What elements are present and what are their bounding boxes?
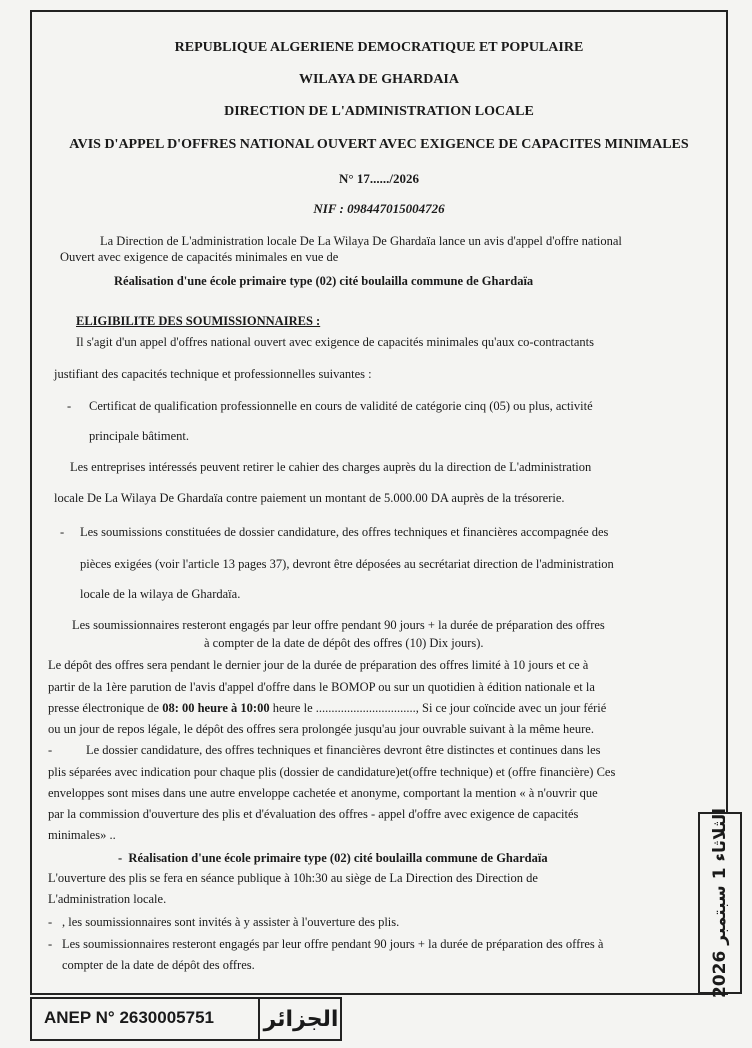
intro-line-2: Ouvert avec exigence de capacités minimales en vue de bbox=[60, 250, 339, 264]
envelope-line-5: minimales» .. bbox=[48, 828, 116, 842]
final-commitment-2: compter de la date de dépôt des offres. bbox=[62, 958, 255, 972]
eligibility-p4: locale De La Wilaya De Ghardaïa contre paiement un montant de 5.000.00 DA auprès de la trésorerie. bbox=[54, 491, 565, 505]
envelope-line-1: Le dossier candidature, des offres techniques et financières devront être distinctes et continues dans les bbox=[86, 743, 601, 757]
project-title: Réalisation d'une école primaire type (02) cité boulailla commune de Ghardaïa bbox=[114, 274, 534, 288]
header-direction: DIRECTION DE L'ADMINISTRATION LOCALE bbox=[224, 104, 534, 119]
eligibility-bullet-2c: locale de la wilaya de Ghardaïa. bbox=[80, 587, 241, 601]
deposit-line-3 bbox=[48, 700, 606, 716]
bullet-dash: - bbox=[48, 743, 53, 757]
eligibility-p3: Les entreprises intéressés peuvent retirer le cahier des charges auprès du la direction de L'administration bbox=[70, 460, 592, 474]
opening-line-2: L'administration locale. bbox=[48, 892, 167, 906]
nif-number: NIF : 098447015004726 bbox=[313, 201, 445, 216]
deposit-line-2: partir de la 1ère parution de l'avis d'appel d'offre dans le BOMOP ou sur un quotidien à édition nationale et la bbox=[48, 680, 595, 694]
envelope-line-3: enveloppes sont mises dans une autre enveloppe cachetée et anonyme, comportant la mention « à n'ouvrir que bbox=[48, 786, 598, 800]
opening-line-1: L'ouverture des plis se fera en séance publique à 10h:30 au siège de La Direction des Direction de bbox=[48, 871, 538, 885]
deposit-line-1: Le dépôt des offres sera pendant le dernier jour de la durée de préparation des offres limité à 10 jours et ce à bbox=[48, 658, 589, 672]
notice-title: AVIS D'APPEL D'OFFRES NATIONAL OUVERT AVEC EXIGENCE DE CAPACITES MINIMALES bbox=[69, 137, 689, 152]
eligibility-bullet-1a: Certificat de qualification professionnelle en cours de validité de catégorie cinq (05) ou plus, activité bbox=[89, 399, 593, 413]
deposit-line-3-c: heure le ................................, Si ce jour coïncide avec un jour férié bbox=[269, 701, 607, 715]
commitment-line-1: Les soumissionnaires resteront engagés par leur offre pendant 90 jours + la durée de préparation des offres bbox=[72, 618, 605, 632]
envelope-line-4: par la commission d'ouverture des plis et d'évaluation des offres - appel d'offre avec exigence de capacités bbox=[48, 807, 579, 821]
deposit-hours: 08: 00 heure à 10:00 bbox=[162, 701, 270, 715]
intro-line-1: La Direction de L'administration locale De La Wilaya De Ghardaïa lance un avis d'appel d'offre national bbox=[100, 234, 622, 248]
header-republic: REPUBLIQUE ALGERIENE DEMOCRATIQUE ET POPULAIRE bbox=[174, 40, 584, 55]
bullet-dash: - bbox=[48, 915, 53, 929]
final-commitment-1: Les soumissionnaires resteront engagés par leur offre pendant 90 jours + la durée de préparation des offres à bbox=[62, 937, 604, 951]
deposit-line-4: ou un jour de repos légale, le dépôt des offres sera prolongée jusqu'au jour ouvrable suivant à la même heure. bbox=[48, 722, 594, 736]
header-wilaya: WILAYA DE GHARDAIA bbox=[298, 72, 459, 87]
notice-number: N° 17....../2026 bbox=[339, 171, 419, 186]
commitment-line-2: à compter de la date de dépôt des offres (10) Dix jours). bbox=[204, 636, 484, 650]
envelope-line-2: plis séparées avec indication pour chaque plis (dossier de candidature)et(offre technique) et (offre financière) Ces bbox=[48, 765, 616, 779]
bullet-dash: - bbox=[48, 937, 53, 951]
eligibility-title: ELIGIBILITE DES SOUMISSIONNAIRES : bbox=[76, 314, 321, 328]
opening-line-3: , les soumissionnaires sont invités à y assister à l'ouverture des plis. bbox=[62, 915, 400, 929]
bullet-dash: - bbox=[60, 525, 65, 539]
eligibility-p2: justifiant des capacités technique et professionnelles suivantes : bbox=[54, 367, 372, 381]
eligibility-bullet-1b: principale bâtiment. bbox=[89, 429, 189, 443]
bullet-dash: - bbox=[67, 399, 72, 413]
project-title-repeat-text: Réalisation d'une école primaire type (02) cité boulailla commune de Ghardaïa bbox=[128, 851, 548, 865]
deposit-line-3-a: presse électronique de bbox=[48, 701, 163, 715]
eligibility-bullet-2a: Les soumissions constituées de dossier candidature, des offres techniques et financières accompagnée des bbox=[80, 525, 609, 539]
bullet-dash: - bbox=[118, 851, 129, 865]
project-title-repeat bbox=[118, 850, 548, 866]
anep-number: ANEP N° 2630005751 bbox=[44, 1008, 214, 1027]
eligibility-bullet-2b: pièces exigées (voir l'article 13 pages 37), devront être déposées au secrétariat direction de l'administration bbox=[80, 557, 614, 571]
eligibility-p1: Il s'agit d'un appel d'offres national ouvert avec exigence de capacités minimales qu'aux co-contractants bbox=[76, 335, 594, 349]
publication-date: الثلاثاء 1 سبتمبر 2026 bbox=[710, 808, 730, 998]
newspaper-logo: الجزائر bbox=[258, 999, 342, 1039]
